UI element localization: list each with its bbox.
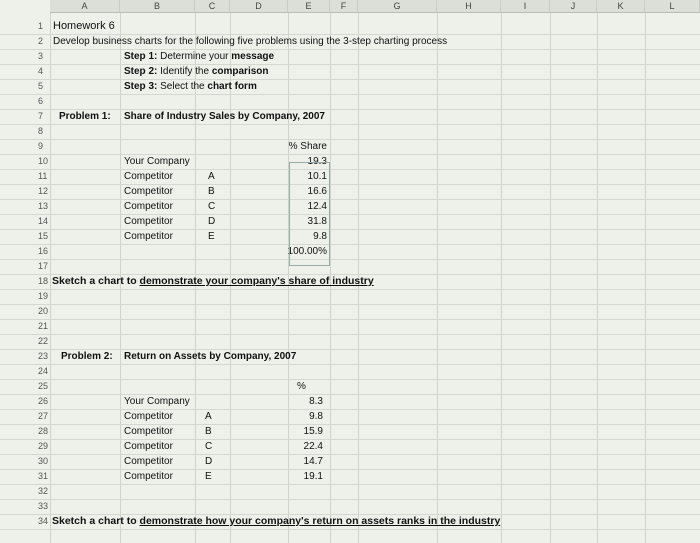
row-header[interactable]: 9 (38, 141, 44, 151)
column-header-c[interactable]: C (195, 0, 230, 13)
column-header-f[interactable]: F (330, 0, 358, 13)
row-header[interactable]: 22 (38, 336, 49, 346)
row-header[interactable]: 30 (38, 456, 49, 466)
p1-code[interactable]: B (208, 186, 215, 197)
p2-name[interactable]: Competitor (124, 471, 173, 482)
row-header[interactable]: 25 (38, 381, 49, 391)
p1-name[interactable]: Competitor (124, 171, 173, 182)
instructions[interactable]: Develop business charts for the following five problems using the 3-step charting process (53, 36, 448, 47)
column-header-h[interactable]: H (437, 0, 501, 13)
step-2[interactable] (124, 64, 269, 79)
p1-code[interactable]: E (208, 231, 215, 242)
row-header[interactable]: 3 (38, 51, 44, 61)
p1-value[interactable]: 19.3 (307, 156, 327, 167)
row-header[interactable]: 33 (38, 501, 49, 511)
column-header-k[interactable]: K (597, 0, 645, 13)
step-3[interactable] (124, 79, 257, 94)
row-header[interactable]: 32 (38, 486, 49, 496)
step-keyword: message (231, 51, 275, 62)
row-header[interactable]: 28 (38, 426, 49, 436)
row-header[interactable]: 15 (38, 231, 49, 241)
sketch-prefix: Sketch a chart to (52, 515, 140, 527)
problem1-label[interactable]: Problem 1: (59, 111, 111, 122)
p1-value[interactable]: 10.1 (307, 171, 327, 182)
problem1-value-header[interactable]: % Share (288, 141, 327, 152)
column-header-b[interactable]: B (120, 0, 195, 13)
p1-name[interactable]: Competitor (124, 201, 173, 212)
grid-line (645, 13, 646, 543)
problem2-title[interactable]: Return on Assets by Company, 2007 (124, 351, 297, 362)
p1-code[interactable]: C (208, 201, 216, 212)
step-text: Identify the (160, 66, 212, 77)
row-header[interactable]: 13 (38, 201, 49, 211)
selected-range (289, 162, 330, 266)
row-header[interactable]: 7 (38, 111, 44, 121)
p2-code[interactable]: B (205, 426, 212, 437)
step-1[interactable] (124, 49, 274, 64)
row-header[interactable]: 19 (38, 291, 49, 301)
p1-total[interactable]: 100.00% (287, 246, 327, 257)
p2-value[interactable]: 8.3 (309, 396, 323, 407)
column-header-a[interactable]: A (50, 0, 120, 13)
row-header[interactable]: 5 (38, 81, 44, 91)
p2-value[interactable]: 19.1 (303, 471, 323, 482)
p2-value[interactable]: 9.8 (309, 411, 323, 422)
row-header[interactable]: 2 (38, 36, 44, 46)
column-header-j[interactable]: J (550, 0, 597, 13)
sketch-underlined: demonstrate your company's share of industry (139, 275, 374, 287)
p2-code[interactable]: C (205, 441, 213, 452)
p1-name[interactable]: Competitor (124, 216, 173, 227)
row-header[interactable]: 23 (38, 351, 49, 361)
row-header[interactable]: 1 (38, 21, 44, 31)
sheet-title[interactable]: Homework 6 (53, 20, 115, 32)
step-text: Determine your (160, 51, 232, 62)
sketch-underlined: demonstrate how your company's return on assets ranks in the industry (139, 515, 501, 527)
column-header-g[interactable]: G (358, 0, 437, 13)
row-header[interactable]: 26 (38, 396, 49, 406)
column-header-i[interactable]: I (501, 0, 550, 13)
row-header[interactable]: 21 (38, 321, 49, 331)
row-header[interactable]: 17 (38, 261, 49, 271)
p2-name[interactable]: Competitor (124, 426, 173, 437)
p1-code[interactable]: A (208, 171, 215, 182)
p2-name[interactable]: Competitor (124, 441, 173, 452)
step-keyword: comparison (211, 66, 269, 77)
column-header-d[interactable]: D (230, 0, 288, 13)
grid-line (50, 13, 51, 543)
problem2-label[interactable]: Problem 2: (61, 351, 113, 362)
step-label: Step 2: (124, 66, 158, 77)
grid-line (501, 13, 502, 543)
p1-value[interactable]: 31.8 (307, 216, 327, 227)
p1-value[interactable]: 16.6 (307, 186, 327, 197)
p2-code[interactable]: A (205, 411, 212, 422)
problem2-sketch[interactable] (52, 514, 500, 529)
step-label: Step 1: (124, 51, 158, 62)
step-text: Select the (160, 81, 208, 92)
p1-value[interactable]: 12.4 (307, 201, 327, 212)
grid-line (550, 13, 551, 543)
p2-name[interactable]: Competitor (124, 456, 173, 467)
row-header[interactable]: 10 (38, 156, 49, 166)
column-header-l[interactable]: L (645, 0, 700, 13)
step-keyword: chart form (207, 81, 257, 92)
p2-code[interactable]: D (205, 456, 213, 467)
row-header[interactable]: 4 (38, 66, 44, 76)
p2-name[interactable]: Competitor (124, 411, 173, 422)
row-header[interactable]: 14 (38, 216, 49, 226)
row-header[interactable]: 31 (38, 471, 49, 481)
p2-value[interactable]: 14.7 (303, 456, 323, 467)
step-label: Step 3: (124, 81, 158, 92)
row-header[interactable]: 34 (38, 516, 49, 526)
row-header[interactable]: 8 (38, 126, 44, 136)
p2-value[interactable]: 22.4 (303, 441, 323, 452)
column-header-e[interactable]: E (288, 0, 330, 13)
row-header[interactable]: 29 (38, 441, 49, 451)
p1-name[interactable]: Your Company (124, 156, 190, 167)
p1-name[interactable]: Competitor (124, 231, 173, 242)
problem1-title[interactable]: Share of Industry Sales by Company, 2007 (124, 111, 325, 122)
sketch-prefix: Sketch a chart to (52, 275, 140, 287)
p1-code[interactable]: D (208, 216, 216, 227)
grid-line (597, 13, 598, 543)
row-header[interactable]: 6 (38, 96, 44, 106)
row-header[interactable]: 16 (38, 246, 49, 256)
p2-code[interactable]: E (205, 471, 212, 482)
p1-name[interactable]: Competitor (124, 186, 173, 197)
problem2-value-header[interactable]: % (297, 381, 306, 392)
p2-value[interactable]: 15.9 (303, 426, 323, 437)
row-header[interactable]: 27 (38, 411, 49, 421)
row-header[interactable]: 11 (38, 171, 48, 181)
row-header[interactable]: 18 (38, 276, 49, 286)
row-header[interactable]: 20 (38, 306, 49, 316)
p1-value[interactable]: 9.8 (313, 231, 327, 242)
grid-line (437, 13, 438, 543)
row-header[interactable]: 24 (38, 366, 49, 376)
problem1-sketch[interactable] (52, 274, 374, 289)
p2-name[interactable]: Your Company (124, 396, 190, 407)
row-header[interactable]: 12 (38, 186, 49, 196)
